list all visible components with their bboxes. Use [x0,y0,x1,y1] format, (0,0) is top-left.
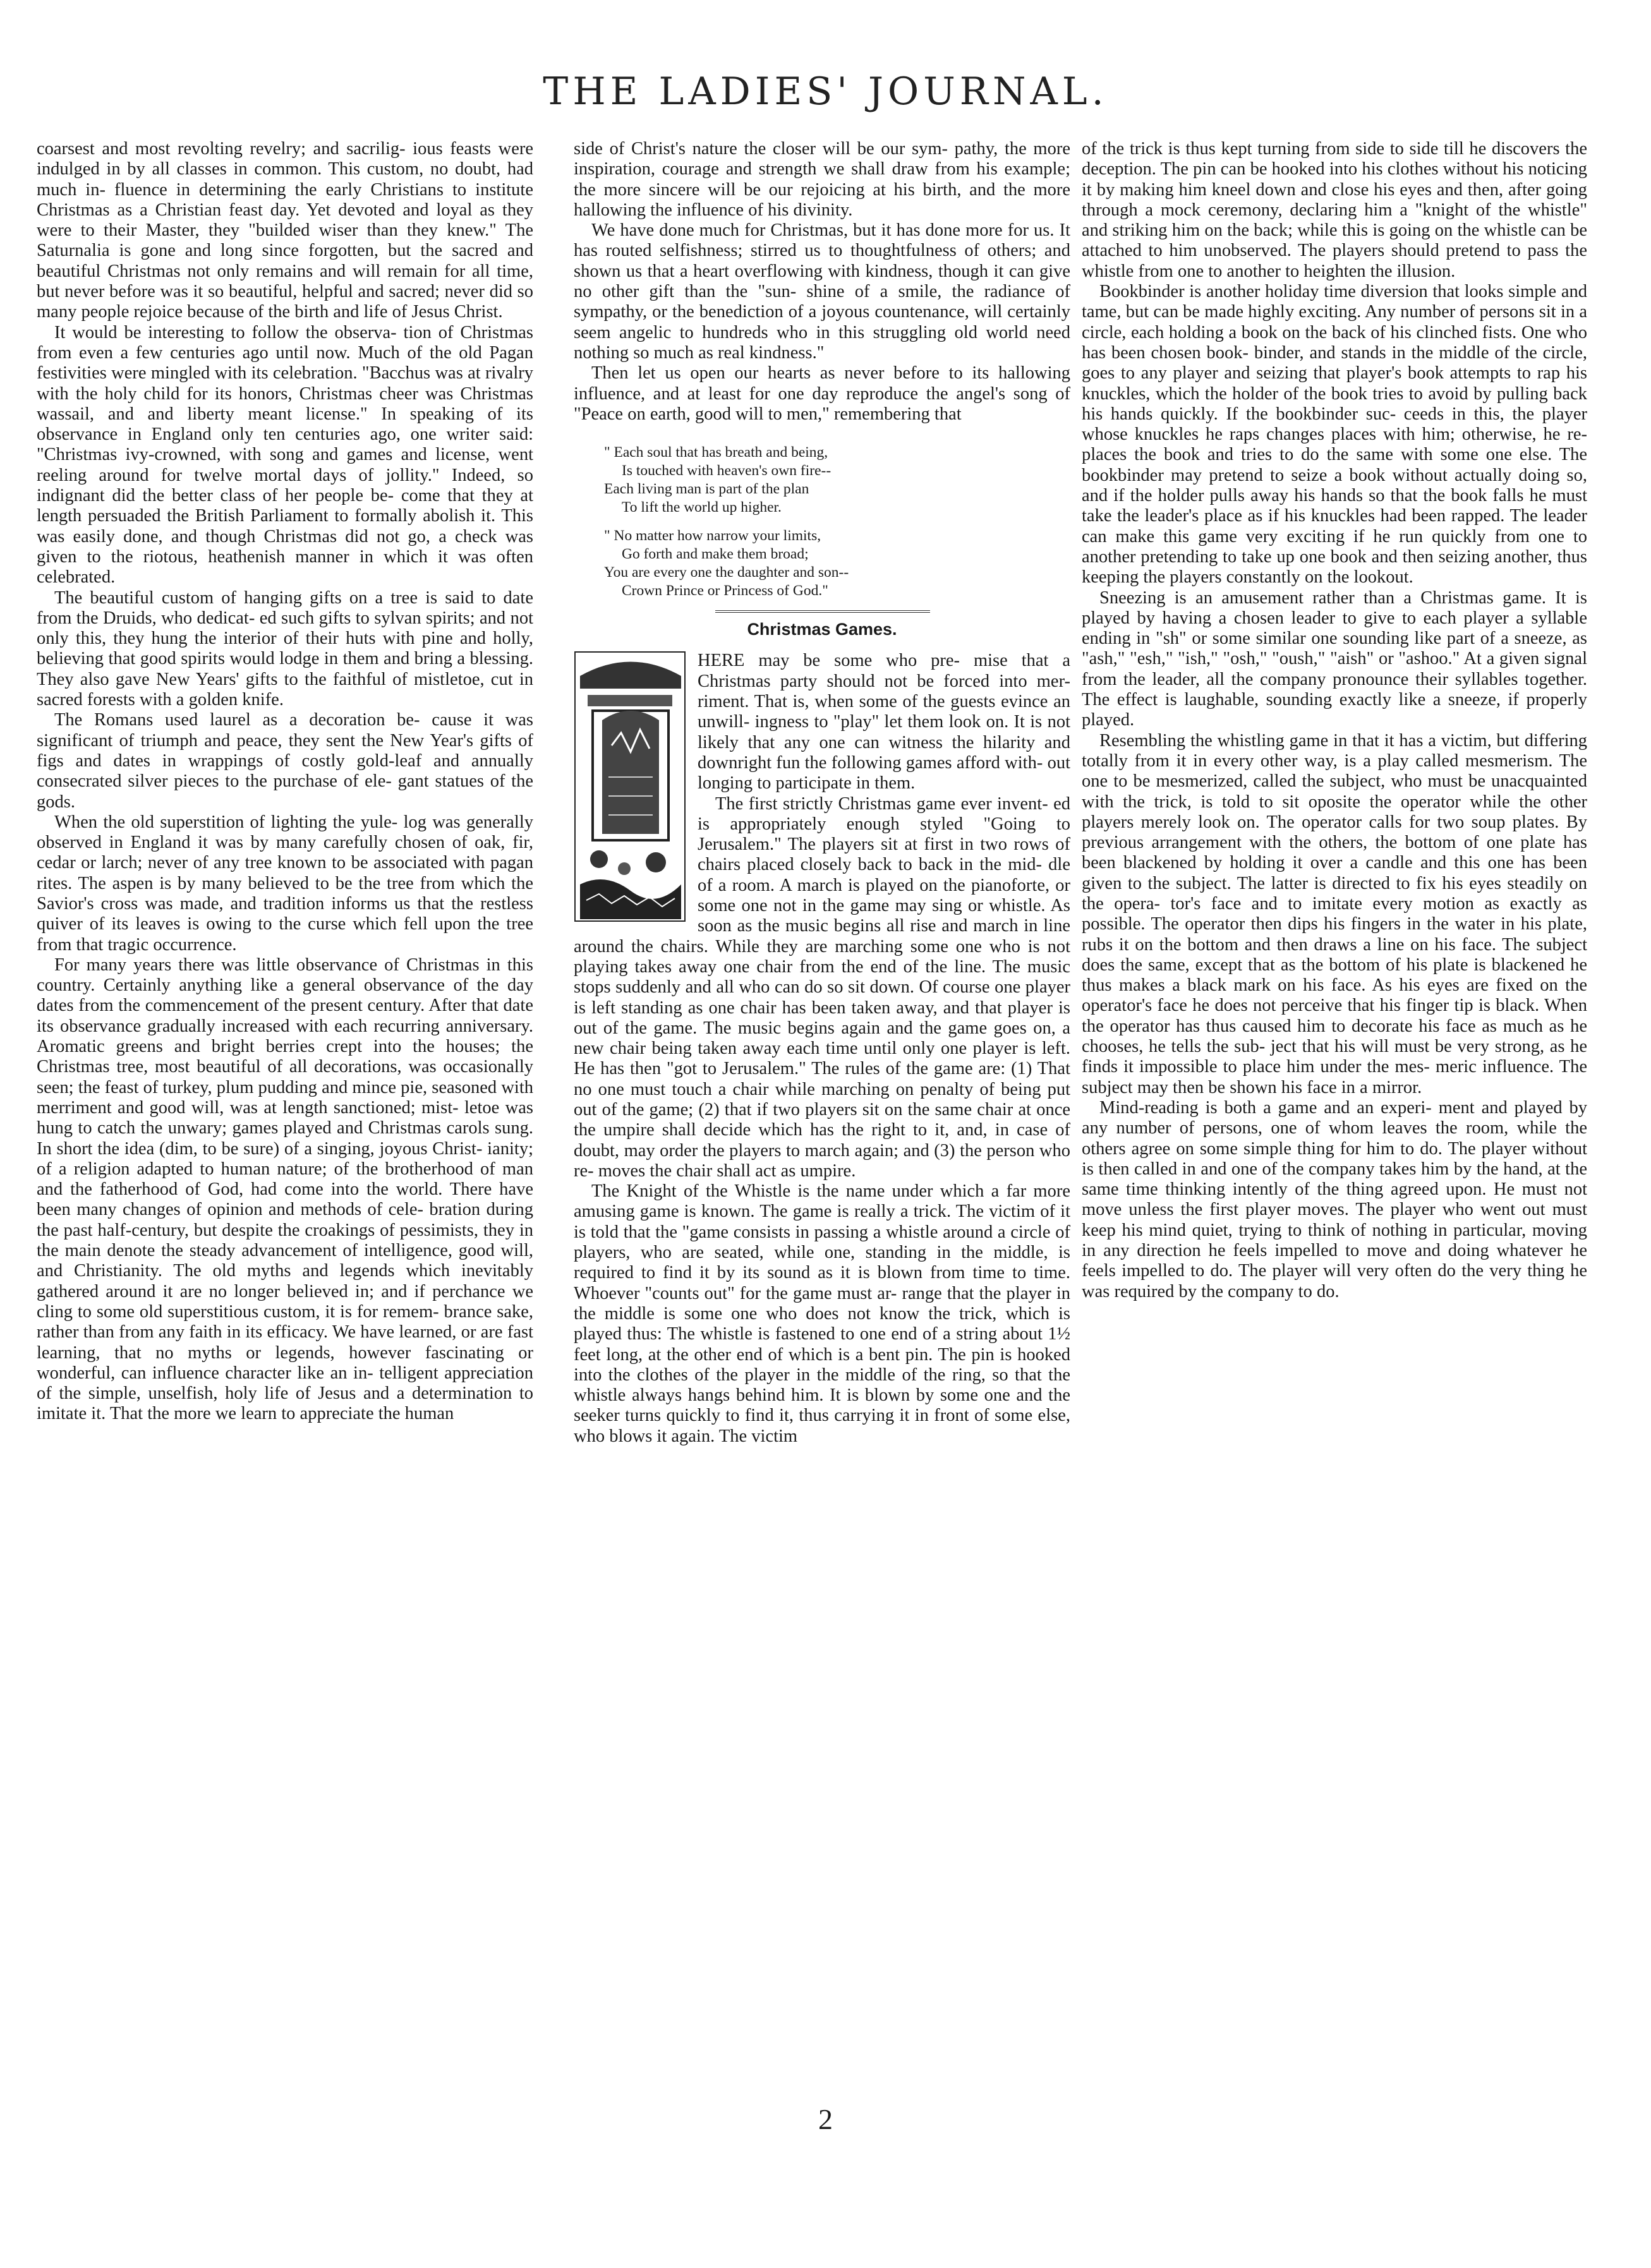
section-divider [715,610,930,614]
poem-stanza [604,443,1070,517]
journal-header: THE LADIES' JOURNAL. [543,69,1108,114]
section-title: Christmas Games. [747,620,897,639]
paragraph: Resembling the whistling game in that it has a victim, but differing totally from it in every other way, is a play called mesmerism. The one to be mesmerized, called the subject, who must be unacquainted with the trick, is told to sit oposite the operator while the other players merely look on. The operator calls for two soup plates. By previous arrangement with the others, the bottom of one plate has been blackened by holding it over a candle and this one has been given to the subject. The latter is directed to fix his eyes steadily on the opera- tor's face and to imitate every motion as exactly as possible. The operator then dips his fingers in the water in his plate, rubs it on the bottom and then draws a line on his face. The subject does the same, except that as the bottom of his plate is blackened he thus makes a black mark on his face. As his eyes are fixed on the operator's face he does not perceive that his finger tip is black. When the operator has thus caused him to decorate his face as much as he chooses, he tells the sub- ject that his will must be very strong, as he finds it impossible to place him under the mes- meric influence. The subject may then be shown his face in a mirror. [1082,730,1587,1097]
poem-line: Go forth and make them broad; [622,546,809,563]
fireplace-illustration-icon [574,651,686,922]
poem-line: Crown Prince or Princess of God." [622,582,828,600]
poem-line: You are every one the daughter and son-- [604,564,849,581]
paragraph: The Romans used laurel as a decoration be- cause it was significant of triumph and peace, they sent the New Year's gifts of figs and dates in wrappings of costly gold-leaf and annually consecrated silver pieces to the purchase of ele- gant statues of the gods. [37,710,533,812]
paragraph: For many years there was little observance of Christmas in this country. Certainly anything like a general observance of the day dates from the commencement of the present century. After that date its observance gradually increased with each recurring anniversary. Aromatic greens and bright berries crept into the houses; the Christmas tree, most beautiful of all decorations, was occasionally seen; the feast of turkey, plum pudding and mince pie, seasoned with merriment and good will, was at length sanctioned; mist- letoe was hung to catch the unwary; games played and Christmas carols sung. In short the idea (dim, to be sure) of a singing, joyous Christ- ianity; of a religion adapted to human nature; of the brotherhood of man and the fatherhood of God, had come into the world. There have been many changes of opinion and methods of cele- bration during the past half-century, but despite the croakings of pessimists, they in the main denote the steady advancement of intelligence, good will, and Christianity. The old myths and legends which inevitably gathered around it are no longer believed in; and if perchance we cling to some old superstitious custom, it is for remem- brance sake, rather than from any faith in its efficacy. We have learned, or are fast learning, that no myths or legends, however fascinating or wonderful, can influence character like an in- telligent appreciation of the simple, unselfish, holy life of Jesus and a determination to imitate it. That the more we learn to appreciate the human [37,955,533,1424]
column-3 [1082,139,1587,1302]
paragraph: Then let us open our hearts as never before to its hallowing influence, and at least for one day reproduce the angel's song of "Peace on earth, good will to men," remembering that [574,363,1070,424]
poem-line: Each living man is part of the plan [604,481,809,498]
paragraph: of the trick is thus kept turning from side to side till he discovers the deception. The pin can be hooked into his clothes without his noticing it by making him kneel down and close his eyes and then, after going through a mock ceremony, declaring him a "knight of the whistle" and striking him on the back; while this is going on the whistle can be attached to him unobserved. The players should pretend to pass the whistle from one to another to heighten the illusion. [1082,139,1587,281]
paragraph: coarsest and most revolting revelry; and sacrilig- ious feasts were indulged in by all classes in common. This custom, no doubt, had much in- fluence in determining the early Christians to institute Christmas as a Christian feast day. Yet devoted and loyal as they were to their Master, they "builded wiser than they knew." The Saturnalia is gone and long since forgotten, but the sacred and beautiful Christmas not only remains and will remain for all time, but never before was it so beautiful, helpful and sacred; never did so many people rejoice because of the birth and life of Jesus Christ. [37,139,533,322]
column-2 [574,139,1070,1447]
poem-line: " Each soul that has breath and being, [604,444,828,461]
paragraph: We have done much for Christmas, but it has done more for us. It has routed selfishness; stirred us to thoughtfulness of others; and shown us that a heart overflowing with kindness, though it can give no other gift than the "sun- shine of a smile, the radiance of sympathy, or the benediction of a joyous countenance, will certainly seem angelic to hundreds who in this struggling old world need nothing so much as real kindness." [574,220,1070,363]
poem-stanza [604,527,1070,600]
paragraph: The first strictly Christmas game ever invent- ed is appropriately enough styled "Going to Jerusalem." The players sit at first in two rows of chairs placed closely back to back in the mid- dle of a room. A march is played on the pianoforte, or some one not in the game may sing or whistle. As soon as the music begins all rise and march in line around the chairs. While they are marching some one who is not playing takes away one chair from the end of the line. The music stops suddenly and all who can do so sit down. Of course one player is left standing as one chair has been taken away, and that player is out of the game. The music begins again and the game goes on, a new chair being taken away each time until only one player is left. He has then "got to Jerusalem." The rules of the game are: (1) That no one must touch a chair while marching on penalty of being put out of the game; (2) that if two players sit on the same chair at once the umpire shall decide which has the right to it, and, in case of doubt, may order the players to march again; and (3) the person who re- moves the chair shall act as umpire. [574,793,1070,1181]
paragraph: The Knight of the Whistle is the name under which a far more amusing game is known. The game is really a trick. The victim of it is told that the "game consists in passing a whistle around a circle of players, who are seated, while one, standing in the middle, is required to find it by its sound as it is blown from time to time. Whoever "counts out" for the game must ar- range that the player in the middle is some one who does not know the trick, which is played thus: The whistle is fastened to one end of a string about 1½ feet long, at the other end of which is a bent pin. The pin is hooked into the clothes of the player in the middle of the ring, so that the whistle always hangs behind him. It is blown by some one and the seeker turns quickly to find it, thus carrying it in front of some else, who blows it again. The victim [574,1181,1070,1446]
paragraph: The beautiful custom of hanging gifts on a tree is said to date from the Druids, who dedicat- ed such gifts to sylvan spirits; and not only this, they hung the interior of their huts with pine and holly, believing that good spirits would lodge in them and bring a blessing. They also gave New Years' gifts to the faithful of mistletoe, cut in sacred forests with a golden knife. [37,588,533,710]
paragraph: Sneezing is an amusement rather than a Christmas game. It is played by having a chosen leader to give to each player a syllable ending in "sh" or some similar one sounding like part of a sneeze, as "ash," "esh," "ish," "osh," "oush," "aish" or "ashoo." At a given signal from the leader, all the company pronounce their syllables together. The effect is laughable, sounding exactly like a sneeze, if properly played. [1082,588,1587,730]
paragraph: side of Christ's nature the closer will be our sym- pathy, the more inspiration, courage and strength we shall draw from his example; the more sincere will be our rejoicing at his birth, and the more hallowing the influence of his divinity. [574,139,1070,220]
paragraph: When the old superstition of lighting the yule- log was generally observed in England it was by many carefully chosen of oak, fir, cedar or larch; never of any tree known to be associated with pagan rites. The aspen is by many believed to be the tree from which the Savior's cross was made, and tradition informs us that the restless quiver of its leaves is owing to the curse which fell upon the tree from that tragic occurrence. [37,812,533,955]
poem [604,443,1070,600]
column-1 [37,139,533,1425]
engraved-illustration [574,651,686,922]
paragraph: Mind-reading is both a game and an experi- ment and played by any number of persons, one of whom leaves the room, while the others agree on some simple thing for him to do. The player without is then called in and one of the company takes him by the hand, at the same time thinking intently of the thing agreed upon. He must not move unless the first player moves. The player who went out must keep his mind quiet, trying to think of nothing in particular, moving in any direction he feels impelled to move and doing whatever he feels impelled to do. The player will very often do the very thing he was required by the company to do. [1082,1097,1587,1301]
poem-line: To lift the world up higher. [622,499,782,516]
poem-line: Is touched with heaven's own fire-- [622,462,832,480]
paragraph: It would be interesting to follow the observa- tion of Christmas from even a few centuries ago until now. Much of the old Pagan festivities were mingled with its celebration. "Bacchus was at rivalry with the holy child for its honors, Christmas cheer was Christmas wassail, and and liberty meant license." In speaking of its observance in England only ten centuries ago, one writer said: "Christmas ivy-crowned, with song and games and license, went reeling around for twelve mortal days of jollity." Indeed, so indignant did the better class of her people be- come that they at length persuaded the British Parliament to formally abolish it. This was easily done, and though Christmas did not go, a check was given to the riotous, heathenish manner in which it was often celebrated. [37,322,533,588]
paragraph: Bookbinder is another holiday time diversion that looks simple and tame, but can be made highly exciting. Any number of persons sit in a circle, each holding a book on the back of his clinched fists. One who has been chosen book- binder, and stands in the middle of the circle, goes to any player and seizing that player's book attempts to rap his knuckles, which the holder of the book tries to avoid by pulling back his hands quickly. If the bookbinder suc- ceeds in this, the player whose knuckles he raps changes places with him; otherwise, he re- places the book and tries to do the same with some one else. The bookbinder may pretend to seize a book without actually doing so, and if the holder pulls away his hands so that the book falls he must take the leader's place as if his knuckles had been rapped. The leader can make this game very exciting if he run quickly from one to another pretending to take up one book and then seizing another, thus keeping the players constantly on the lookout. [1082,282,1587,588]
paragraph: HERE may be some who pre- mise that a Christmas party should not be forced into mer- riment. That is, when some of the guests evince an unwill- ingness to "play" let them look on. It is not likely that any one can witness the hilarity and downright fun the following games afford with- out longing to participate in them. [698,651,1070,793]
poem-line: " No matter how narrow your limits, [604,528,821,545]
page-number: 2 [818,2103,833,2135]
